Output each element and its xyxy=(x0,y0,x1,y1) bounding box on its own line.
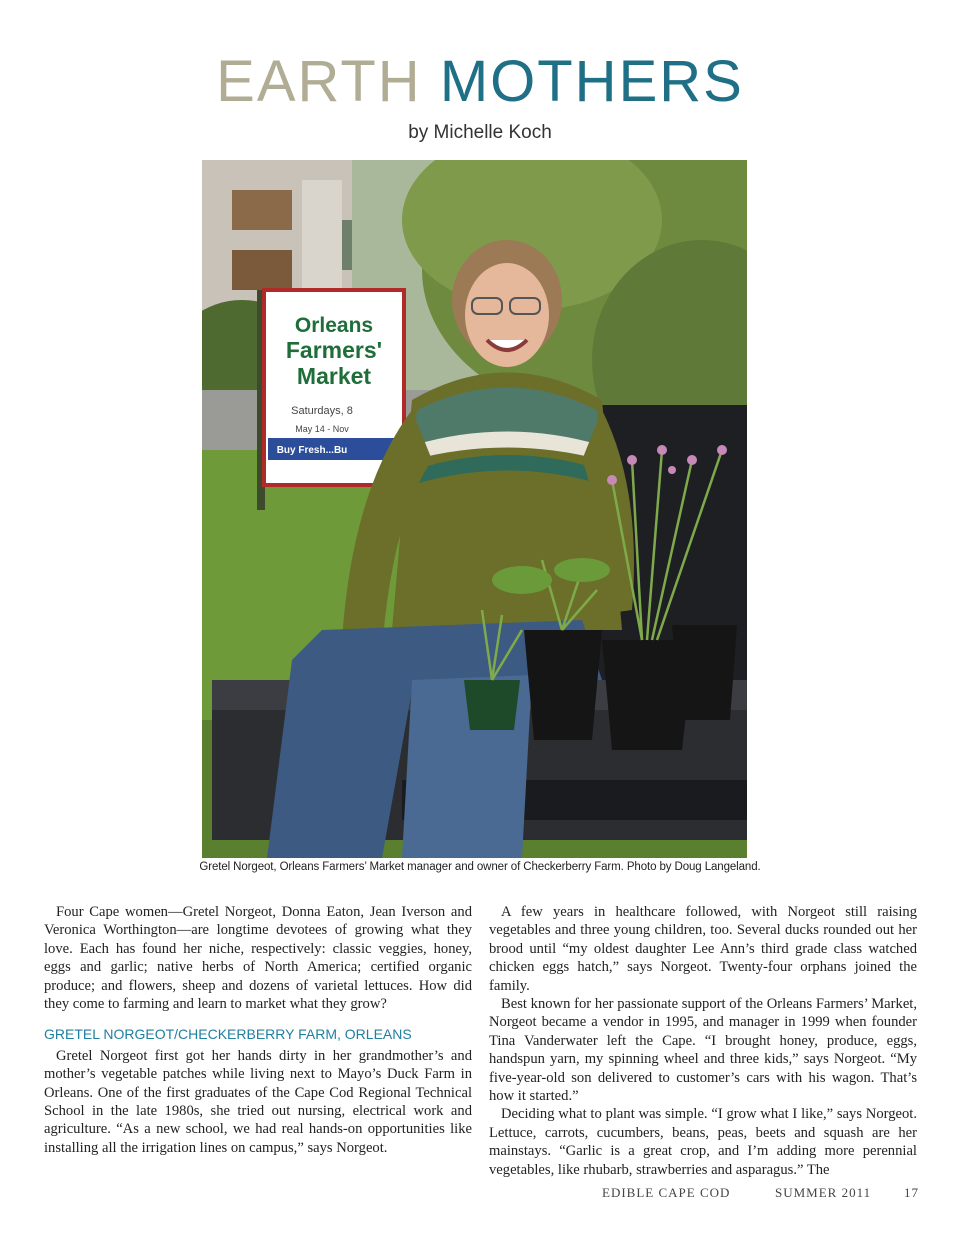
sign-text-line3: Market xyxy=(296,363,372,389)
issue-date: SUMMER 2011 xyxy=(775,1185,872,1200)
article-photo xyxy=(202,160,747,858)
sign-text-line1: Orleans xyxy=(294,314,374,337)
sign-text-line6: Buy Fresh...Bu xyxy=(276,445,348,456)
byline: by Michelle Koch xyxy=(408,122,552,143)
article-title xyxy=(0,50,960,114)
body-paragraph: Gretel Norgeot first got her hands dirty in her grandmother’s and mother’s vegetable patches while living next to Mayo’s Duck Farm in Orleans. One of the first graduates of the Cape Cod Regional Technical School in the late 1980s, she tried out nursing, electrical work and agriculture. “As a new school, we had real hands-on opportunities like installing all the irrigation lines on campus,” says Norgeot. xyxy=(44,1047,472,1156)
body-paragraph: A few years in healthcare followed, with Norgeot still raising vegetables and three young children, too. Several ducks rounded out her brood until “my oldest daughter Lee Ann’s third grade class watched chicken eggs hatch,” says Norgeot. Twenty-four orphans joined the family. xyxy=(489,904,917,994)
publication-name: EDIBLE CAPE COD xyxy=(602,1185,731,1200)
sign-text-line5: May 14 - Nov xyxy=(295,424,349,434)
article-column-left xyxy=(44,903,472,1157)
body-paragraph: Best known for her passionate support of the Orleans Farmers’ Market, Norgeot became a vendor in 1995, and manager in 1999 when founder Tina Vanderwater left the Cape. “I brought honey, produce, eggs, handspun yarn, my spinning wheel and three kids,” says Norgeot. “My five-year-old son delivered to customer’s cars with his wagon. That’s how it started.” xyxy=(489,996,917,1105)
article-column-right xyxy=(489,903,917,1179)
page-footer xyxy=(0,1185,960,1205)
title-word-earth: EARTH xyxy=(216,49,422,114)
sign-text-line2: Farmers' xyxy=(285,337,383,363)
section-heading: GRETEL NORGEOT/CHECKERBERRY FARM, ORLEANS xyxy=(44,1026,412,1043)
page-number: 17 xyxy=(904,1185,919,1200)
body-paragraph: Deciding what to plant was simple. “I grow what I like,” says Norgeot. Lettuce, carrots, cucumbers, beans, peas, beets and squash are her mainstays. “Garlic is a great crop, and I’m adding more perennial vegetables, like rhubarb, strawberries and asparagus.” The xyxy=(489,1106,917,1178)
intro-paragraph: Four Cape women—Gretel Norgeot, Donna Eaton, Jean Iverson and Veronica Worthington—are longtime devotees of growing what they love. Each has found her niche, respectively: classic veggies, honey, eggs and garlic; native herbs of North America; certified organic produce; and flowers, sheep and dozens of varietal lettuces. How did they come to farming and learn to market what they grow? xyxy=(44,904,472,1013)
photo-caption: Gretel Norgeot, Orleans Farmers’ Market manager and owner of Checkerberry Farm. Photo by Doug Langeland. xyxy=(199,861,761,873)
title-word-mothers: MOTHERS xyxy=(439,49,744,114)
sign-text-line4: Saturdays, 8 xyxy=(291,405,353,417)
